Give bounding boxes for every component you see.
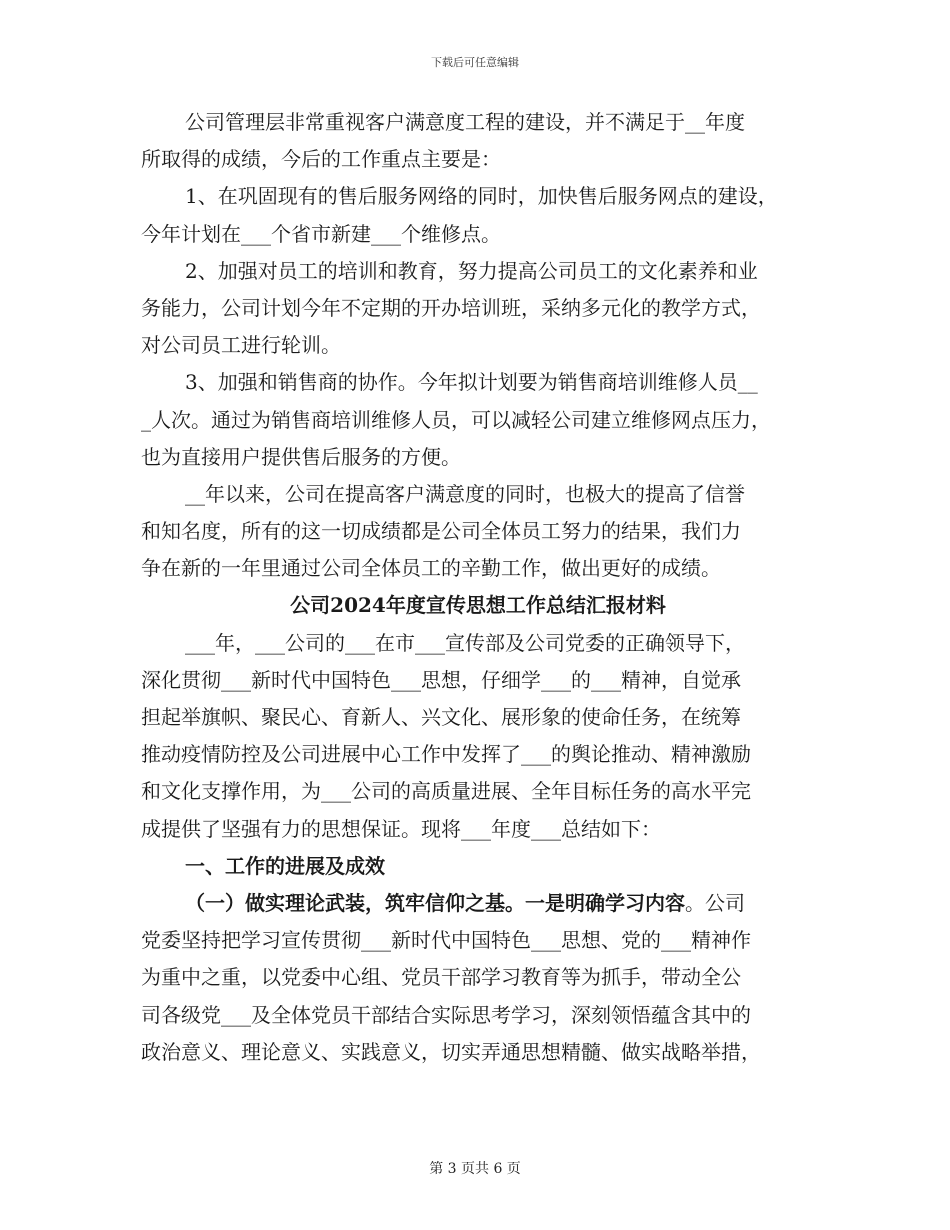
paragraph-line: 2、加强对员工的培训和教育，努力提高公司员工的文化素养和业 <box>185 258 758 283</box>
paragraph-line: 和文化支撑作用，为___公司的高质量进展、全年目标任务的高水平完 <box>141 779 751 804</box>
paragraph-line: 司各级党___及全体党员干部结合实际思考学习，深刻领悟蕴含其中的 <box>141 1002 751 1027</box>
paragraph-line: 务能力，公司计划今年不定期的开办培训班，采纳多元化的教学方式， <box>141 295 761 320</box>
paragraph-line: 对公司员工进行轮训。 <box>141 333 341 358</box>
paragraph-line: ___年，___公司的___在市___宣传部及公司党委的正确领导下， <box>185 630 745 655</box>
paragraph-line: 和知名度，所有的这一切成绩都是公司全体员工努力的结果，我们力 <box>141 519 741 544</box>
paragraph-line: 1、在巩固现有的售后服务网络的同时，加快售后服务网点的建设， <box>185 184 778 209</box>
paragraph-line: 也为直接用户提供售后服务的方便。 <box>141 444 461 469</box>
page-footer: 第 3 页共 6 页 <box>429 1161 521 1177</box>
paragraph-line: 为重中之重，以党委中心组、党员干部学习教育等为抓手，带动全公 <box>141 965 741 990</box>
paragraph-line: 深化贯彻___新时代中国特色___思想，仔细学___的___精神，自觉承 <box>141 667 741 692</box>
point-heading: 一是明确学习内容 <box>525 890 685 915</box>
subsection-line <box>141 885 813 922</box>
section-heading: 一、工作的进展及成效 <box>185 853 385 878</box>
paragraph-text: 。公司 <box>685 890 745 915</box>
document-title: 公司2024年度宣传思想工作总结汇报材料 <box>290 593 666 618</box>
paragraph-line: 3、加强和销售商的协作。今年拟计划要为销售商培训维修人员__ <box>185 370 758 395</box>
paragraph-line: _人次。通过为销售商培训维修人员，可以减轻公司建立维修网点压力， <box>141 407 771 432</box>
paragraph-line: 推动疫情防控及公司进展中心工作中发挥了___的舆论推动、精神激励 <box>141 742 751 767</box>
paragraph-line: 成提供了坚强有力的思想保证。现将___年度___总结如下： <box>141 816 661 841</box>
paragraph-line: 所取得的成绩，今后的工作重点主要是： <box>141 147 501 172</box>
paragraph-line: 政治意义、理论意义、实践意义，切实弄通思想精髓、做实战略举措， <box>141 1039 761 1064</box>
document-body <box>141 104 813 1071</box>
subsection-heading: （一）做实理论武装，筑牢信仰之基。 <box>185 890 525 915</box>
paragraph-line: 公司管理层非常重视客户满意度工程的建设，并不满足于__年度 <box>185 110 745 134</box>
paragraph-line: 争在新的一年里通过公司全体员工的辛勤工作，做出更好的成绩。 <box>141 556 721 581</box>
paragraph-line: __年以来，公司在提高客户满意度的同时，也极大的提高了信誉 <box>185 481 745 506</box>
paragraph-line: 今年计划在___个省市新建___个维修点。 <box>141 221 501 246</box>
paragraph-line: 党委坚持把学习宣传贯彻___新时代中国特色___思想、党的___精神作 <box>141 928 751 953</box>
page-header: 下载后可任意编辑 <box>431 56 519 69</box>
paragraph-line: 担起举旗帜、聚民心、育新人、兴文化、展形象的使命任务，在统筹 <box>141 705 741 729</box>
